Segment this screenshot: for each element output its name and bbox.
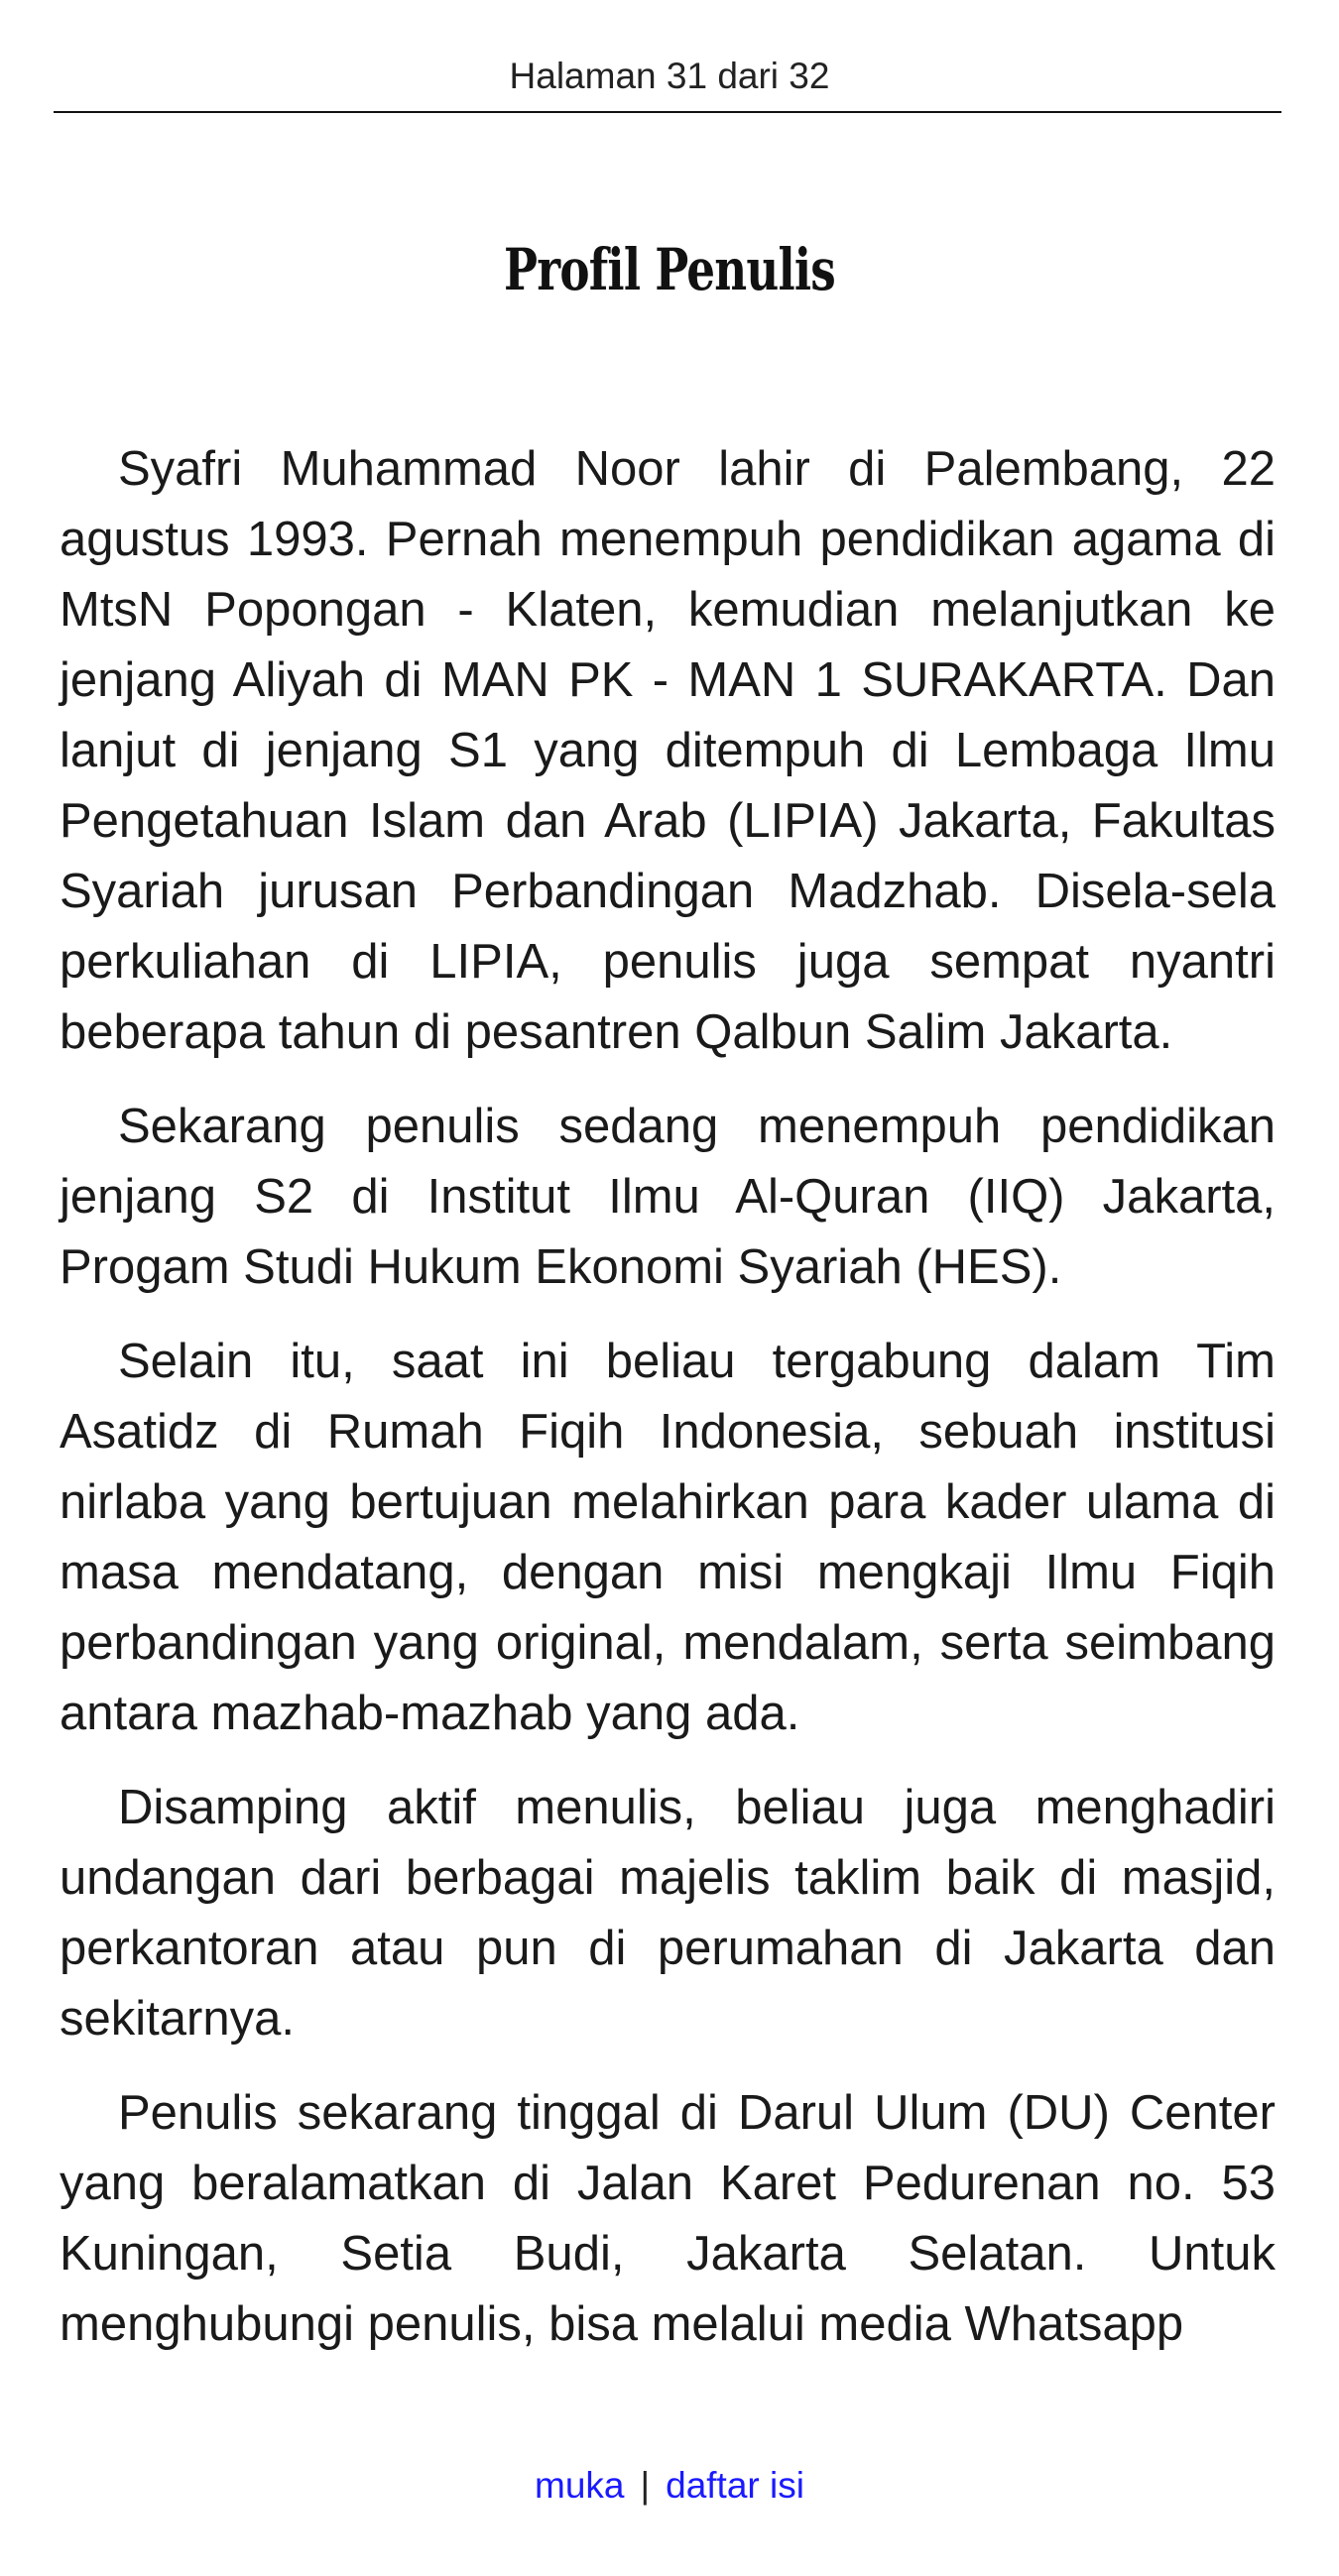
footer-navigation	[0, 2465, 1339, 2507]
paragraph-activities: Disamping aktif menulis, beliau juga menghadiri undangan dari berbagai majelis taklim baik di masjid, perkantoran atau pun di perumahan di Jakarta dan sekitarnya.	[60, 1781, 1276, 2046]
table-of-contents-link[interactable]: daftar isi	[666, 2465, 804, 2506]
footer-separator: |	[640, 2465, 651, 2506]
page-title: Profil Penulis	[504, 236, 835, 303]
paragraph-contact: Penulis sekarang tinggal di Darul Ulum (DU) Center yang beralamatkan di Jalan Karet Pedurenan no. 53 Kuningan, Setia Budi, Jakarta Selatan. Untuk menghubungi penulis, bisa melalui media Whatsapp	[60, 2086, 1276, 2351]
paragraph-education: Sekarang penulis sedang menempuh pendidikan jenjang S2 di Institut Ilmu Al-Quran (IIQ) Jakarta, Progam Studi Hukum Ekonomi Syariah (HES).	[60, 1100, 1276, 1294]
body-text	[60, 434, 1276, 2384]
page-number-header: Halaman 31 dari 32	[509, 56, 830, 96]
paragraph-biography: Syafri Muhammad Noor lahir di Palembang, 22 agustus 1993. Pernah menempuh pendidikan agama di MtsN Popongan - Klaten, kemudian melanjutkan ke jenjang Aliyah di MAN PK - MAN 1 SURAKARTA. Dan lanjut di jenjang S1 yang ditempuh di Lembaga Ilmu Pengetahuan Islam dan Arab (LIPIA) Jakarta, Fakultas Syariah jurusan Perbandingan Madzhab. Disela-sela perkuliahan di LIPIA, penulis juga sempat nyantri beberapa tahun di pesantren Qalbun Salim Jakarta.	[60, 442, 1276, 1059]
header-divider	[54, 111, 1281, 113]
home-link[interactable]: muka	[535, 2465, 625, 2506]
paragraph-affiliation: Selain itu, saat ini beliau tergabung dalam Tim Asatidz di Rumah Fiqih Indonesia, sebuah institusi nirlaba yang bertujuan melahirkan para kader ulama di masa mendatang, dengan misi mengkaji Ilmu Fiqih perbandingan yang original, mendalam, serta seimbang antara mazhab-mazhab yang ada.	[60, 1335, 1276, 1740]
